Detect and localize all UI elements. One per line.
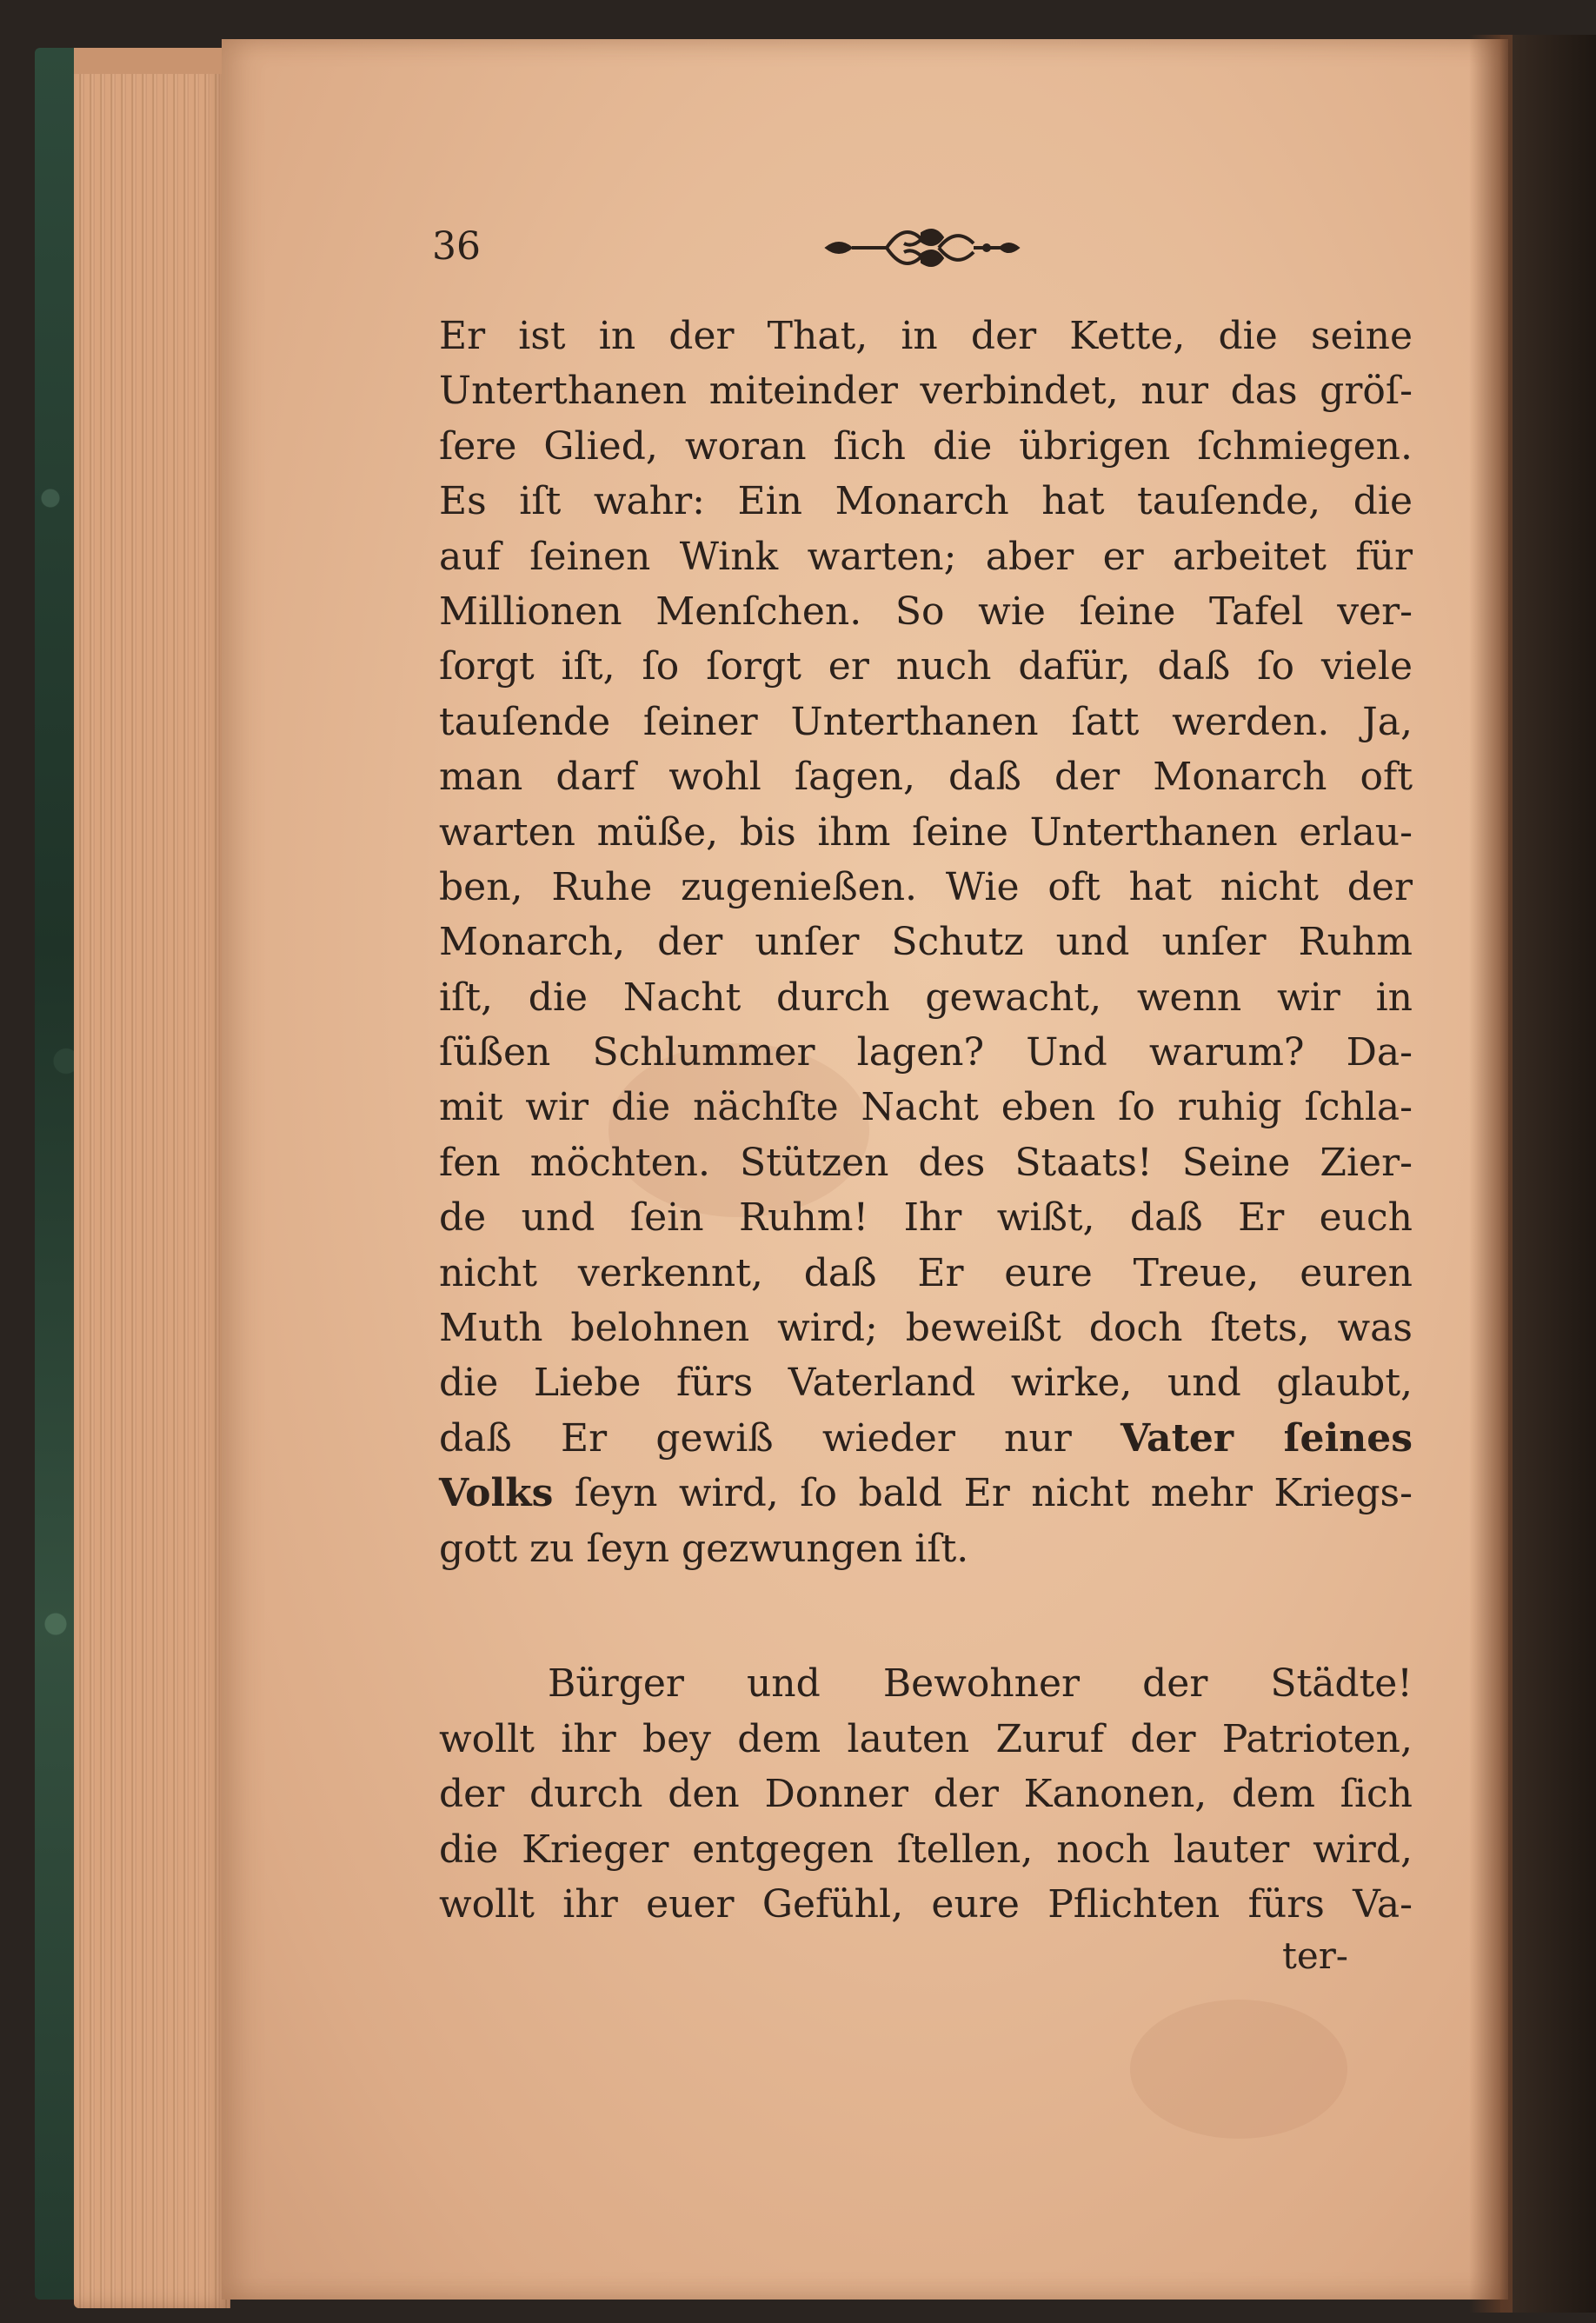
text-line: ſorgt iſt, ſo ſorgt er nuch dafür, daß ſo viele xyxy=(439,644,1413,689)
gutter-shadow xyxy=(1469,35,1513,2313)
text-line: Es iſt wahr: Ein Monarch hat tauſende, die xyxy=(439,479,1413,524)
page-number: 36 xyxy=(432,224,481,269)
text-line: gott zu ſeyn gezwungen iſt. xyxy=(439,1526,969,1571)
text-line: ſüßen Schlummer lagen? Und warum? Da- xyxy=(439,1030,1413,1075)
text-line: Er ist in der That, in der Kette, die seine xyxy=(439,314,1413,358)
text-line: Bürger und Bewohner der Städte! xyxy=(548,1661,1413,1706)
text-line: iſt, die Nacht durch gewacht, wenn wir in xyxy=(439,975,1413,1020)
text-line: wollt ihr euer Gefühl, eure Pflichten fürs Va- xyxy=(439,1882,1413,1927)
text-line: man darf wohl ſagen, daß der Monarch oft xyxy=(439,755,1413,800)
emphasized-text: Volks xyxy=(439,1471,554,1516)
text-line: Volks ſeyn wird, ſo bald Er nicht mehr Kriegs- xyxy=(439,1471,1413,1516)
back-cover-board xyxy=(1500,35,1596,2313)
text-line: warten müße, bis ihm ſeine Unterthanen erlau- xyxy=(439,809,1413,855)
text-line: Muth belohnen wird; beweißt doch ſtets, was xyxy=(439,1306,1413,1351)
text-line: Unterthanen miteinder verbindet, nur das gröſ- xyxy=(439,369,1413,414)
text-line: ſere Glied, woran ſich die übrigen ſchmiegen. xyxy=(439,423,1413,469)
text-line: mit wir die nächſte Nacht eben ſo ruhig ſchla- xyxy=(439,1085,1413,1130)
text-line: auf ſeinen Wink warten; aber er arbeitet für xyxy=(439,534,1413,579)
text-line: fen möchten. Stützen des Staats! Seine Zier- xyxy=(439,1140,1413,1185)
head-ornament-icon xyxy=(817,217,1026,278)
text-line: der durch den Donner der Kanonen, dem ſich xyxy=(439,1772,1413,1817)
paragraph-1 xyxy=(439,309,1413,1576)
text-line: ben, Ruhe zugenießen. Wie oft hat nicht der xyxy=(439,864,1413,909)
text-line: daß Er gewiß wieder nur Vater ſeines xyxy=(439,1415,1413,1461)
text-line: die Krieger entgegen ſtellen, noch lauter wird, xyxy=(439,1827,1413,1872)
text-line: Monarch, der unſer Schutz und unſer Ruhm xyxy=(439,920,1413,965)
paragraph-2 xyxy=(439,1656,1413,1933)
text-line: die Liebe fürs Vaterland wirke, und glaubt, xyxy=(439,1361,1413,1406)
text-line: de und ſein Ruhm! Ihr wißt, daß Er euch xyxy=(439,1195,1413,1241)
paper-stain xyxy=(1130,2000,1347,2139)
text-line: tauſende ſeiner Unterthanen ſatt werden. Ja, xyxy=(439,699,1413,744)
page-edges-top xyxy=(74,48,230,74)
page-edges xyxy=(74,48,230,2308)
text-line: Millionen Menſchen. So wie ſeine Tafel ver- xyxy=(439,589,1413,634)
emphasized-text: Vater ſeines xyxy=(1120,1415,1413,1461)
text-line: wollt ihr bey dem lauten Zuruf der Patrioten, xyxy=(439,1716,1413,1761)
catchword: ter- xyxy=(1282,1934,1349,1977)
text-line: nicht verkennt, daß Er eure Treue, euren xyxy=(439,1250,1413,1295)
